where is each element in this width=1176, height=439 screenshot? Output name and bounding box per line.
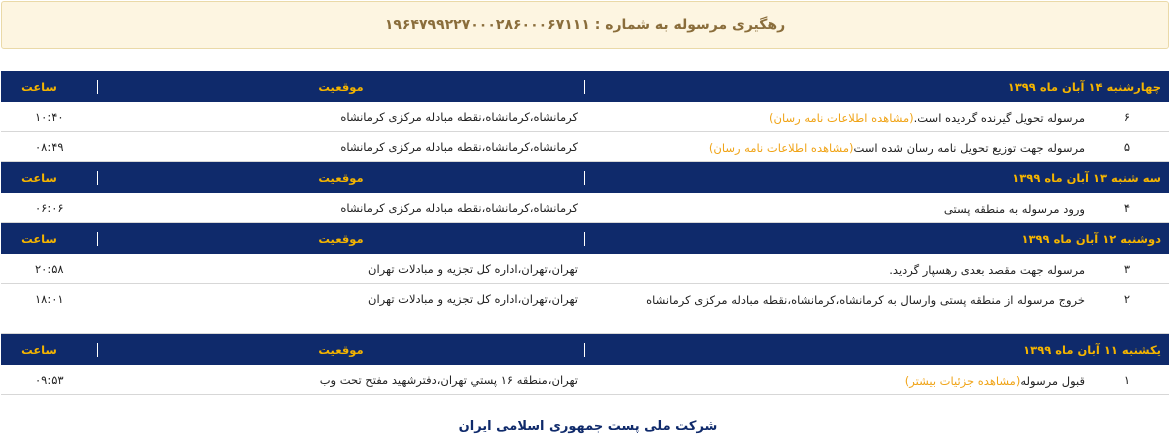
event-time: ۰۹:۵۳: [35, 373, 64, 387]
day-date: دوشنبه ۱۲ آبان ماه ۱۳۹۹: [584, 232, 1169, 246]
tracking-banner: [1, 1, 1169, 49]
event-number: ۱: [1123, 373, 1131, 387]
event-time: ۱۸:۰۱: [35, 292, 64, 306]
time-header: ساعت: [21, 170, 57, 185]
event-location: کرمانشاه،کرمانشاه،نقطه مبادله مرکزی کرمانشاه: [340, 140, 578, 154]
event-description-text: مرسوله جهت مقصد بعدی رهسپار گردید.: [889, 263, 1085, 277]
location-header: موقعیت: [97, 171, 584, 185]
event-row: [1, 132, 1169, 162]
event-time: ۰۸:۴۹: [35, 140, 64, 154]
location-header: موقعیت: [97, 232, 584, 246]
event-number: ۲: [1123, 292, 1131, 306]
day-header: [1, 223, 1169, 254]
time-header: ساعت: [21, 342, 57, 357]
event-row: [1, 365, 1169, 395]
postman-info-link[interactable]: (مشاهده اطلاعات نامه رسان): [708, 141, 854, 155]
event-row: [1, 102, 1169, 132]
event-number: ۴: [1123, 201, 1131, 215]
event-location: تهران،تهران،اداره کل تجزیه و مبادلات تهران: [368, 262, 578, 276]
day-header: [1, 71, 1169, 102]
event-number: ۶: [1123, 110, 1131, 124]
postman-info-link[interactable]: (مشاهده اطلاعات نامه رسان): [769, 111, 914, 125]
event-row: [1, 254, 1169, 284]
event-location: تهران،تهران،اداره کل تجزیه و مبادلات تهران: [368, 292, 578, 306]
event-description: [584, 254, 1085, 279]
time-header: ساعت: [21, 79, 57, 94]
event-description-text: خروج مرسوله از منطقه پستی وارسال به کرمانشاه،کرمانشاه،نقطه مبادله مرکزی کرمانشاه: [646, 293, 1085, 307]
event-description-text: ورود مرسوله به منطقه پستی: [943, 202, 1085, 216]
day-date: یکشنبه ۱۱ آبان ماه ۱۳۹۹: [584, 343, 1169, 357]
event-description: [584, 284, 1085, 309]
event-description-text: مرسوله جهت توزیع تحویل نامه رسان شده است: [853, 141, 1085, 155]
event-description: [584, 365, 1085, 390]
day-date: چهارشنبه ۱۴ آبان ماه ۱۳۹۹: [584, 80, 1169, 94]
event-description: [584, 193, 1085, 218]
day-header: [1, 162, 1169, 193]
event-number: ۵: [1123, 140, 1131, 154]
tracking-title: رهگیری مرسوله به شماره : ۱۹۶۴۷۹۹۲۲۷۰۰۰۲۸۶۰۰۰۶۷۱۱۱: [384, 17, 786, 33]
event-time: ۰۶:۰۶: [35, 201, 64, 215]
event-location: تهران،منطقه ۱۶ پستي تهران،دفترشهید مفتح تحت وب: [319, 373, 578, 387]
tracking-table: [1, 71, 1169, 395]
event-row: [1, 193, 1169, 223]
event-location: کرمانشاه،کرمانشاه،نقطه مبادله مرکزی کرمانشاه: [340, 110, 578, 124]
location-header: موقعیت: [97, 80, 584, 94]
event-description: [584, 132, 1085, 157]
event-row: [1, 284, 1169, 334]
event-description-text: مرسوله تحویل گیرنده گردیده است.: [913, 111, 1085, 125]
event-location: کرمانشاه،کرمانشاه،نقطه مبادله مرکزی کرمانشاه: [340, 201, 578, 215]
more-details-link[interactable]: (مشاهده جزئیات بیشتر): [904, 374, 1021, 388]
event-number: ۳: [1123, 262, 1131, 276]
event-description-text: قبول مرسوله: [1020, 374, 1085, 388]
event-time: ۲۰:۵۸: [35, 262, 64, 276]
event-description: [584, 102, 1085, 127]
footer-company-name: شرکت ملی پست جمهوری اسلامی ایران: [458, 419, 718, 434]
location-header: موقعیت: [97, 343, 584, 357]
event-time: ۱۰:۴۰: [35, 110, 64, 124]
day-header: [1, 334, 1169, 365]
day-date: سه شنبه ۱۳ آبان ماه ۱۳۹۹: [584, 171, 1169, 185]
time-header: ساعت: [21, 231, 57, 246]
